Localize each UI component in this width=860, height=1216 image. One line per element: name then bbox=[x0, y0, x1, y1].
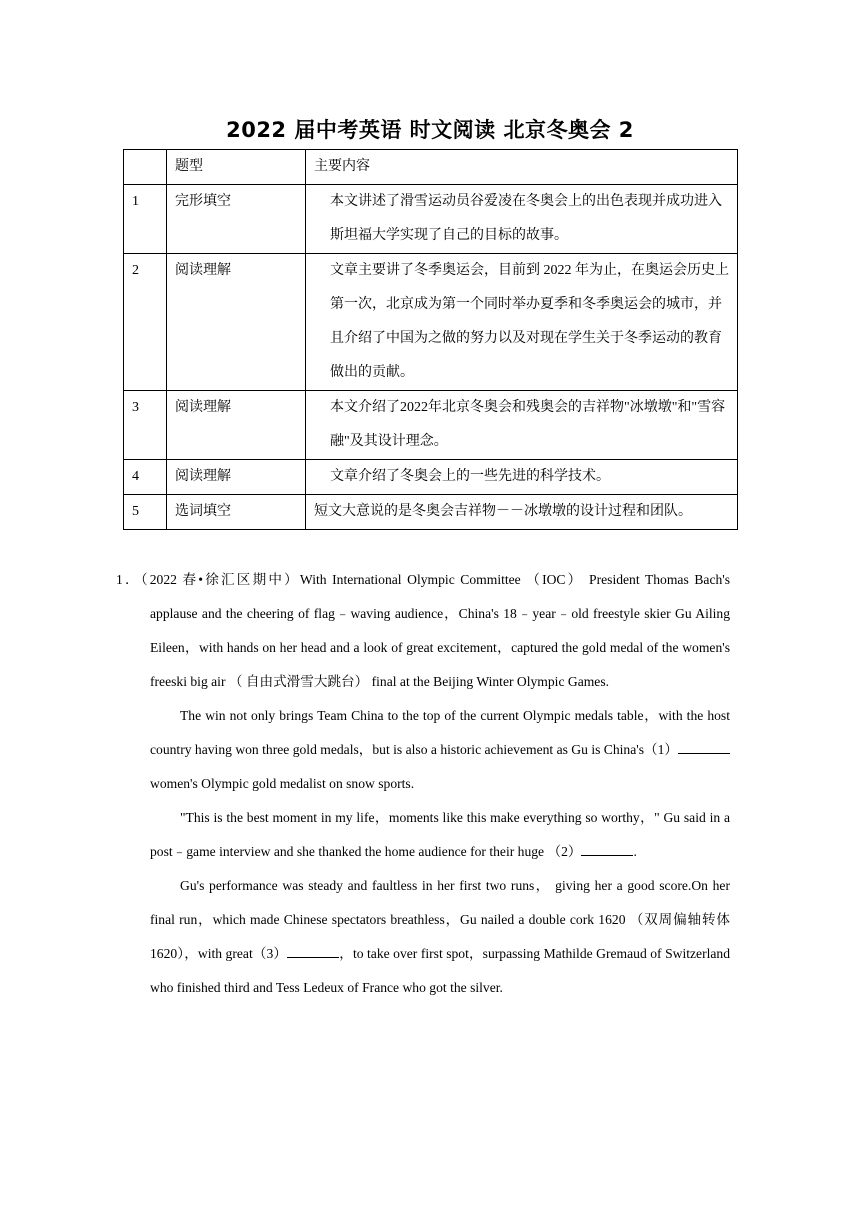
table-header-row bbox=[124, 150, 738, 185]
content-text: 文章介绍了冬奥会上的一些先进的科学技术。 bbox=[330, 469, 610, 484]
header-cell: 主要内容 bbox=[306, 150, 738, 185]
passage-text: women's Olympic gold medalist on snow sports. bbox=[150, 776, 415, 791]
row-number: 3 bbox=[124, 391, 167, 460]
content-summary bbox=[306, 185, 738, 254]
header-cell bbox=[124, 150, 167, 185]
content-summary bbox=[306, 391, 738, 460]
question-type: 阅读理解 bbox=[167, 254, 306, 391]
content-text: 本文讲述了滑雪运动员谷爱凌在冬奥会上的出色表现并成功进入斯坦福大学实现了自己的目标的故事。 bbox=[330, 194, 722, 243]
reading-passage bbox=[116, 563, 730, 1005]
row-number: 1 bbox=[124, 185, 167, 254]
content-summary bbox=[306, 495, 738, 530]
row-number: 5 bbox=[124, 495, 167, 530]
question-paragraph bbox=[116, 563, 730, 699]
question-type: 完形填空 bbox=[167, 185, 306, 254]
table-row bbox=[124, 254, 738, 391]
answer-blank[interactable] bbox=[287, 943, 339, 958]
table-row bbox=[124, 495, 738, 530]
question-type: 选词填空 bbox=[167, 495, 306, 530]
content-text: 短文大意说的是冬奥会吉祥物－－冰墩墩的设计过程和团队。 bbox=[314, 504, 692, 519]
content-summary bbox=[306, 254, 738, 391]
row-number: 4 bbox=[124, 460, 167, 495]
row-number: 2 bbox=[124, 254, 167, 391]
answer-blank[interactable] bbox=[678, 739, 730, 754]
content-text: 文章主要讲了冬季奥运会，目前到 2022 年为止，在奥运会历史上第一次，北京成为第一个同时举办夏季和冬季奥运会的城市，并且介绍了中国为之做的努力以及对现在学生关于冬季运动的教育做出的贡献。 bbox=[330, 263, 729, 380]
page-title: 2022 届中考英语 时文阅读 北京冬奥会 2 bbox=[226, 118, 634, 142]
passage-text: . bbox=[633, 844, 637, 859]
passage-paragraph bbox=[116, 801, 730, 869]
passage-paragraph bbox=[116, 869, 730, 1005]
passage-paragraph bbox=[116, 699, 730, 801]
passage-text: "This is the best moment in my life，moments like this make everything so worthy，" Gu said in a post﹣game interview and she thanked the home audience for their huge （2） bbox=[150, 810, 730, 859]
table-row bbox=[124, 391, 738, 460]
question-type: 阅读理解 bbox=[167, 391, 306, 460]
passage-text: ，to take over first spot，surpassing Mathilde Gremaud of Switzerland who finished third and Tess Ledeux of France who got the silver. bbox=[150, 946, 731, 995]
table-row bbox=[124, 460, 738, 495]
summary-table bbox=[123, 149, 738, 530]
passage-text: The win not only brings Team China to the top of the current Olympic medals table，with the host country having won three gold medals，but is also a historic achievement as Gu is China's（1） bbox=[150, 708, 730, 757]
answer-blank[interactable] bbox=[581, 841, 633, 856]
question-source: （2022 春•徐汇区期中） bbox=[140, 572, 300, 587]
question-type: 阅读理解 bbox=[167, 460, 306, 495]
passage-text: With International Olympic Committee （IOC） President Thomas Bach's applause and the cheering of flag﹣waving audience，China's 18﹣year﹣old freestyle skier Gu Ailing Eileen，with hands on her head and a look of great excitement，captured the gold medal of the women's freeski big air （ 自由式滑雪大跳台） final at the Beijing Winter Olympic Games. bbox=[150, 572, 731, 689]
table-row bbox=[124, 185, 738, 254]
passage-text: Gu's performance was steady and faultless in her first two runs， giving her a good score.On her final run，which made Chinese spectators breathless，Gu nailed a double cork 1620 （双周偏轴转体 1620），with great（3） bbox=[150, 878, 730, 961]
content-text: 本文介绍了2022年北京冬奥会和残奥会的吉祥物"冰墩墩"和"雪容融"及其设计理念。 bbox=[330, 400, 726, 449]
content-summary bbox=[306, 460, 738, 495]
question-number: 1． bbox=[116, 572, 141, 587]
header-cell: 题型 bbox=[167, 150, 306, 185]
